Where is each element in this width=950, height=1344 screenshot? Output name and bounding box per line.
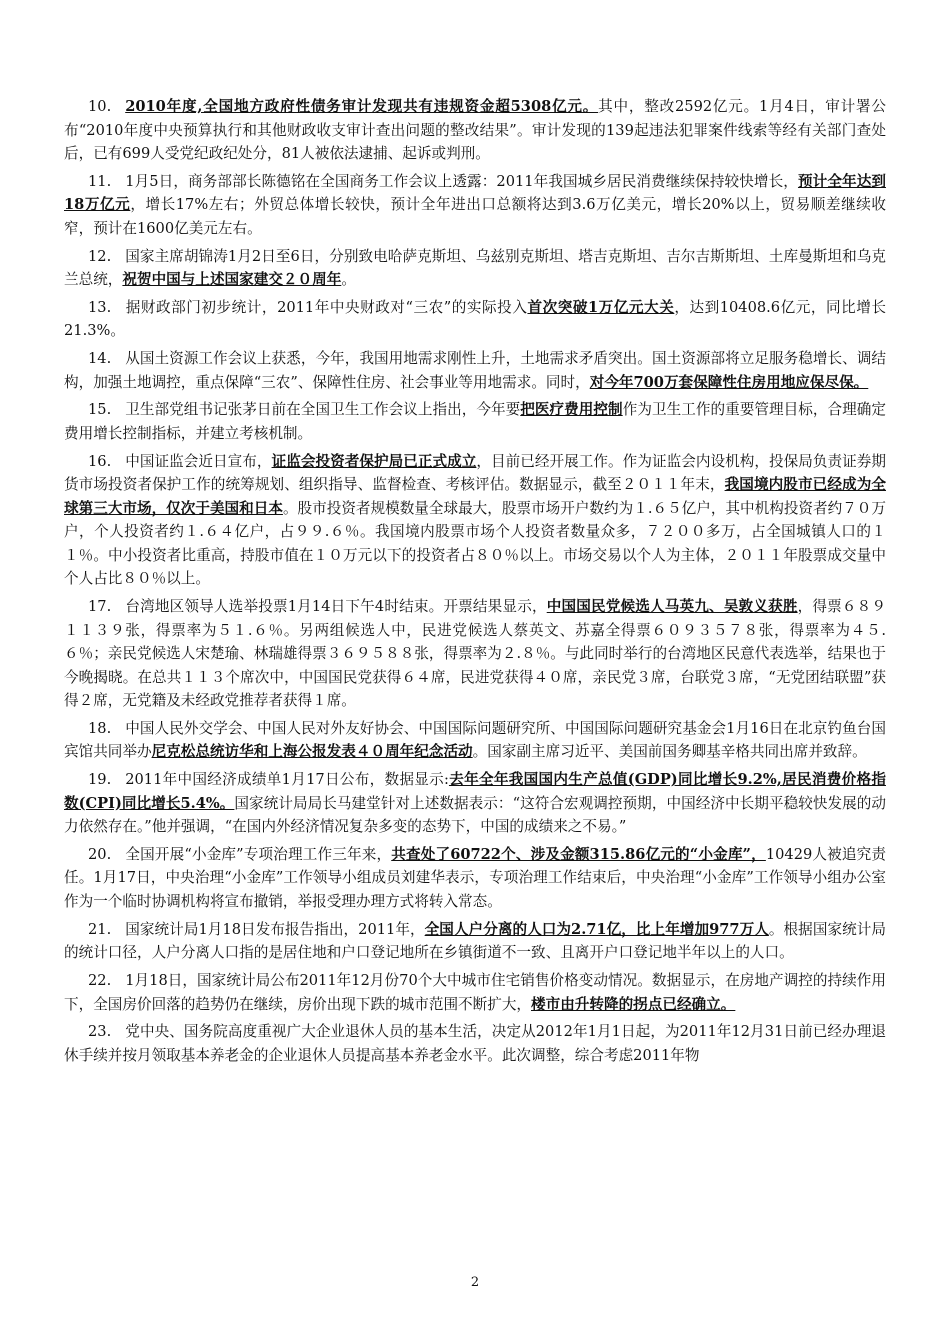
highlighted-key-fact: 我国境内股市已经成为全球第三大市场，仅次于美国和日本 [64, 476, 886, 517]
news-item-12 [64, 245, 886, 292]
item-text: ，增长17%左右；外贸总体增长较快，预计全年进出口总额将达到3.6万亿美元，增长20%以上，贸易顺差继续收窄，预计在1600亿美元左右。 [64, 196, 886, 237]
item-text: ，目前已经开展工作。作为证监会内设机构，投保局负责证券期货市场投资者保护工作的统筹规划、组织指导、监督检查、考核评估。数据显示，截至２０１１年末， [64, 452, 886, 494]
news-item-16 [64, 450, 886, 591]
highlighted-key-fact: 楼市由升转降的拐点已经确立。 [531, 995, 736, 1013]
item-text: 党中央、国务院高度重视广大企业退休人员的基本生活，决定从2012年1月1日起，为2011年12月31日前已经办理退休手续并按月领取基本养老金的企业退休人员提高基本养老金水平。此次调整，综合考虑2011年物 [64, 1023, 886, 1064]
highlighted-key-fact: 首次突破1万亿元大关 [527, 298, 675, 316]
item-number: 20. [88, 845, 112, 863]
item-text: 中国人民外交学会、中国人民对外友好协会、中国国际问题研究所、中国国际问题研究基金会1月16日在北京钓鱼台国宾馆共同举办 [64, 719, 886, 761]
item-text: 10429人被追究责任。1月17日，中央治理“小金库”工作领导小组成员刘建华表示，专项治理工作结束后，中央治理“小金库”工作领导小组办公室作为一个临时协调机构将宣布撤销，举报受理办理方式将转入常态。 [64, 845, 886, 910]
news-item-17 [64, 595, 886, 713]
highlighted-key-fact: 对今年700万套保障性住房用地应保尽保。 [589, 373, 869, 391]
highlighted-key-fact: 2010年度,全国地方政府性债务审计发现共有违规资金超5308亿元。 [125, 98, 599, 115]
item-text: 1月5日，商务部部长陈德铭在全国商务工作会议上透露：2011年我国城乡居民消费继续保持较快增长， [125, 172, 798, 190]
news-item-19 [64, 768, 886, 839]
item-number: 18. [88, 719, 112, 737]
item-number: 11. [88, 172, 112, 190]
item-number: 19. [88, 771, 112, 789]
highlighted-key-fact: 中国国民党候选人马英九、吴敦义获胜 [546, 598, 798, 616]
item-number: 17. [88, 598, 112, 616]
news-item-11 [64, 170, 886, 241]
highlighted-key-fact: 把医疗费用控制 [520, 401, 623, 419]
item-text: 。股市投资者规模数量全球最大，股票市场开户数约为１.６５亿户，其中机构投资者约７０万户，个人投资者约１.６４亿户，占９９.６％。我国境内股票市场个人投资者数量众多，７２００多万，占全国城镇人口的１１％。中小投资者比重高，持股市值在１０万元以下的投资者占８０％以上。市场交易以个人为主体，２０１１年股票成交量中个人占比８０％以上。 [64, 499, 886, 588]
item-number: 12. [88, 247, 112, 265]
news-item-18 [64, 717, 886, 764]
item-number: 22. [88, 972, 112, 990]
item-text: 。国家副主席习近平、美国前国务卿基辛格共同出席并致辞。 [472, 743, 867, 761]
highlighted-key-fact: 预计全年达到18万亿元 [64, 172, 886, 214]
news-item-13 [64, 296, 886, 343]
highlighted-key-fact: 全国人户分离的人口为2.71亿，比上年增加977万人 [424, 920, 769, 938]
item-text: 从国土资源工作会议上获悉，今年，我国用地需求刚性上升，土地需求矛盾突出。国土资源部将立足服务稳增长、调结构，加强土地调控，重点保障“三农”、保障性住房、社会事业等用地需求。同时， [64, 350, 886, 391]
news-item-14 [64, 347, 886, 394]
item-text: 。 [341, 271, 356, 289]
item-number: 14. [88, 350, 112, 368]
highlighted-key-fact: 尼克松总统访华和上海公报发表４０周年纪念活动 [151, 743, 473, 761]
news-item-22 [64, 969, 886, 1016]
item-text: 作为卫生工作的重要管理目标，合理确定费用增长控制指标，并建立考核机制。 [64, 401, 886, 442]
highlighted-key-fact: 证监会投资者保护局已正式成立 [271, 452, 477, 470]
news-item-20 [64, 843, 886, 914]
item-text: 国家统计局局长马建堂针对上述数据表示：“这符合宏观调控预期，中国经济中长期平稳较快发展的动力依然存在。”他并强调，“在国内外经济情况复杂多变的态势下，中国的成绩来之不易。” [64, 794, 887, 836]
item-number: 16. [88, 452, 112, 470]
item-number: 23. [88, 1023, 112, 1041]
item-number: 13. [88, 298, 112, 316]
item-text: 全国开展“小金库”专项治理工作三年来， [125, 845, 392, 863]
news-item-15 [64, 398, 886, 445]
item-text: 据财政部门初步统计，2011年中央财政对“三农”的实际投入 [125, 298, 528, 316]
item-number: 21. [88, 920, 112, 938]
item-text: 国家主席胡锦涛1月2日至6日，分别致电哈萨克斯坦、乌兹别克斯坦、塔吉克斯坦、吉尔吉斯斯坦、土库曼斯坦和乌克兰总统， [64, 247, 886, 289]
page-number: 2 [470, 1275, 480, 1290]
item-number: 15. [88, 401, 112, 419]
item-text: 2011年中国经济成绩单1月17日公布，数据显示: [125, 771, 449, 789]
item-text: 1月18日，国家统计局公布2011年12月份70个大中城市住宅销售价格变动情况。数据显示，在房地产调控的持续作用下，全国房价回落的趋势仍在继续，房价出现下跌的城市范围不断扩大， [64, 972, 886, 1013]
news-item-list [64, 95, 886, 1072]
news-item-23 [64, 1020, 886, 1067]
item-text: 其中，整改2592亿元。1月4日，审计署公布“2010年度中央预算执行和其他财政收支审计查出问题的整改结果”。审计发现的139起违法犯罪案件线索等经有关部门查处后，已有699人受党纪政纪处分，81人被依法逮捕、起诉或判刑。 [64, 98, 886, 162]
news-item-10 [64, 95, 886, 166]
item-text: ，得票６８９１１３９张，得票率为５１.６％。另两组候选人中，民进党候选人蔡英文、苏嘉全得票６０９３５７８张，得票率为４５.６％；亲民党候选人宋楚瑜、林瑞雄得票３６９５８８张，得票率为２.８％。与此同时举行的台湾地区民意代表选举，结果也于今晚揭晓。在总共１１３个席次中，中国国民党获得６４席，民进党获得４０席，亲民党３席，台联党３席，“无党团结联盟”获得２席，无党籍及未经政党推荐者获得１席。 [64, 598, 886, 710]
item-text: 卫生部党组书记张茅日前在全国卫生工作会议上指出，今年要 [125, 401, 521, 419]
highlighted-key-fact: 共查处了60722个、涉及金额315.86亿元的“小金库”， [391, 845, 766, 863]
item-number: 10. [88, 98, 112, 115]
item-text: 。根据国家统计局的统计口径，人户分离人口指的是居住地和户口登记地所在乡镇街道不一致、且离开户口登记地半年以上的人口。 [64, 920, 886, 962]
item-text: 台湾地区领导人选举投票1月14日下午4时结束。开票结果显示， [125, 598, 547, 616]
highlighted-key-fact: 去年全年我国国内生产总值(GDP)同比增长9.2%,居民消费价格指数(CPI)同比增长5.4%。 [64, 771, 886, 812]
highlighted-key-fact: 祝贺中国与上述国家建交２０周年 [122, 271, 342, 289]
news-item-21 [64, 918, 886, 965]
item-text: 中国证监会近日宣布， [125, 452, 272, 470]
item-text: ，达到10408.6亿元，同比增长21.3%。 [64, 298, 886, 340]
item-text: 国家统计局1月18日发布报告指出，2011年， [125, 920, 425, 938]
